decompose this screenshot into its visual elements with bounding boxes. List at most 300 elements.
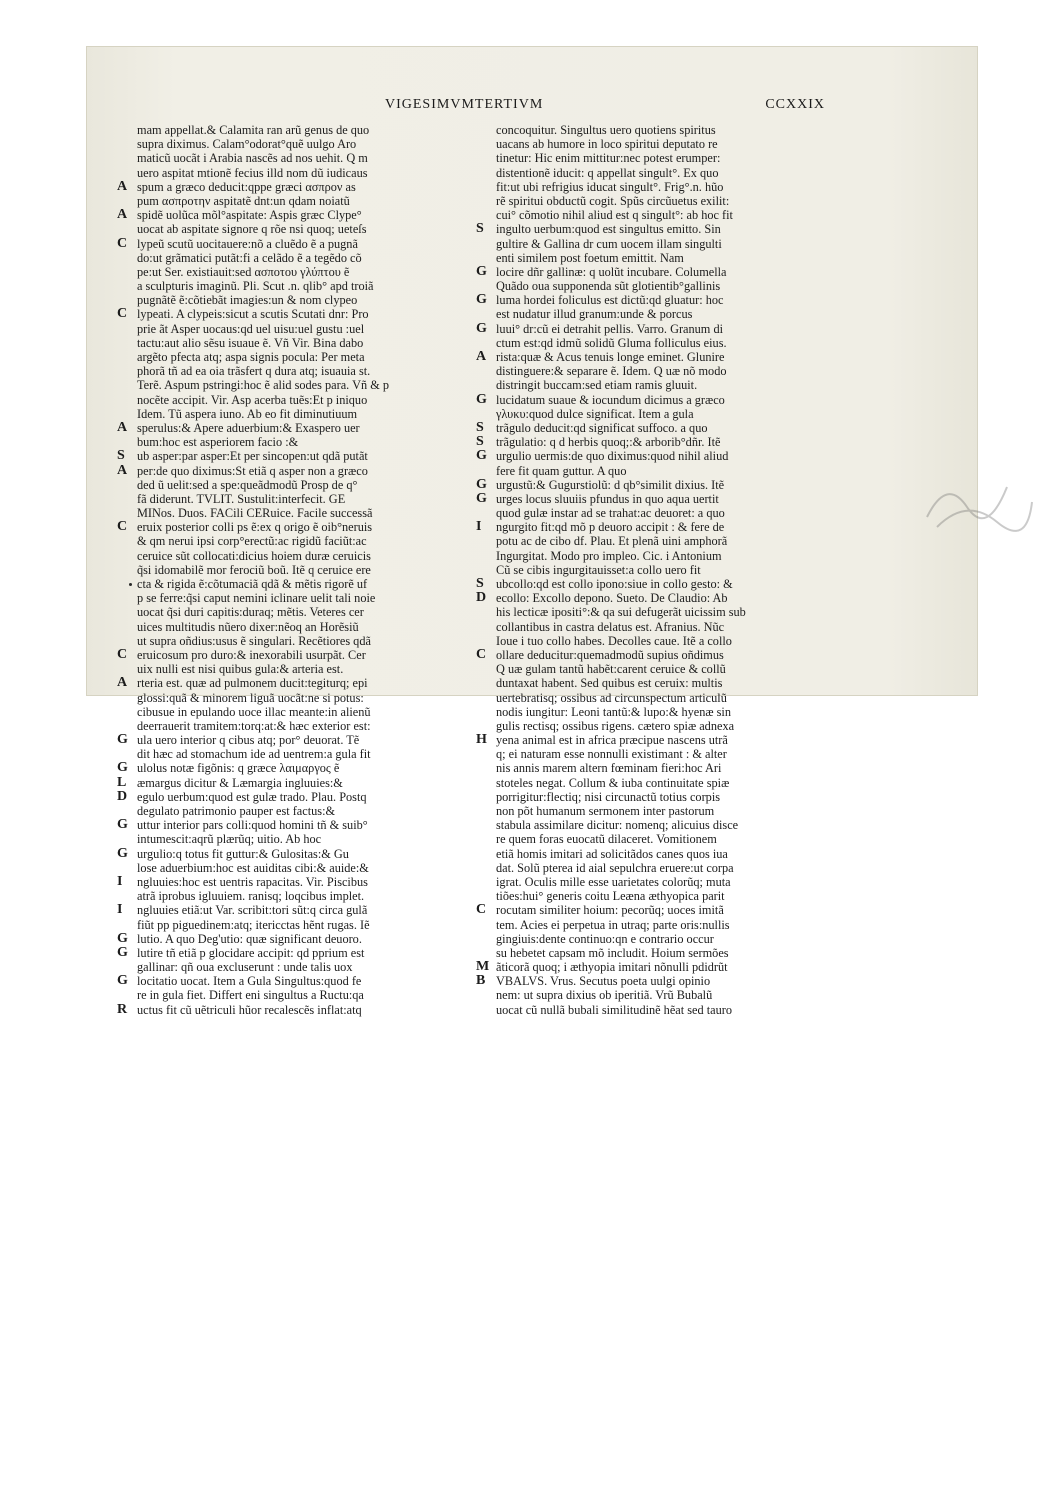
right-column-line <box>476 151 820 165</box>
left-column-line <box>117 492 469 506</box>
scanned-page <box>86 46 978 1017</box>
left-column-line <box>117 393 469 407</box>
line-text: distentionẽ iducit: q appellat singult°. Ex quo <box>496 165 719 180</box>
left-column-line <box>117 520 469 534</box>
line-initial: C <box>117 235 128 251</box>
line-text: Ingurgitat. Modo pro impleo. Cic. i Antonium <box>496 548 722 563</box>
left-column-line <box>117 364 469 378</box>
line-text: bum:hoc est asperiorem facio :& <box>137 435 299 450</box>
right-column-line <box>476 506 820 520</box>
right-column-line <box>476 804 820 818</box>
line-text: concoquitur. Singultus uero quotiens spiritus <box>496 123 716 137</box>
line-text: ãticorã quoq; i æthyopia imitari nõnulli pdidrũt <box>496 960 728 975</box>
line-initial: G <box>117 930 128 946</box>
right-column-line <box>476 747 820 761</box>
left-column-line <box>117 407 469 421</box>
left-column-line <box>117 960 469 974</box>
line-text: uix nulli est nisi quibus gula:& arteria est. <box>137 662 344 677</box>
line-text: dat. Solũ pterea id aial sepulchra eruere:ut corpa <box>496 860 734 875</box>
left-column-line <box>117 506 469 520</box>
line-text: spidẽ uolũca mõl°aspitate: Aspis græc Clype° <box>137 208 362 223</box>
right-column-line <box>476 336 820 350</box>
line-text: ded ũ uelit:sed a spe:queãdmodũ Prosp de q° <box>137 477 358 492</box>
line-initial: I <box>476 519 482 535</box>
left-column-line <box>117 861 469 875</box>
left-column-line <box>117 705 469 719</box>
line-text: cibusue in epulando uoce illac meante:in alienũ <box>137 704 371 719</box>
line-text: stabula assimilare dicitur: nomenq; alicuius disce <box>496 818 739 833</box>
line-text: uocat ab aspitate signore q rõe nsi quoq; ueteſs <box>137 222 367 237</box>
right-column-line <box>476 705 820 719</box>
line-text: ula uero interior q cibus atq; por° deuorat. Tẽ <box>137 733 360 748</box>
line-initial: G <box>476 263 487 279</box>
left-column-line <box>117 449 469 463</box>
line-initial: S <box>476 576 484 591</box>
left-column-line <box>117 151 469 165</box>
line-initial: G <box>476 292 487 308</box>
line-initial: I <box>117 873 123 889</box>
right-column-line <box>476 166 820 180</box>
left-column-line <box>117 307 469 321</box>
line-initial: C <box>117 646 128 662</box>
line-initial: A <box>117 419 128 435</box>
left-column-line <box>117 464 469 478</box>
right-column-line <box>476 137 820 151</box>
line-text: Terẽ. Aspum pstringi:hoc ẽ alid sodes para. Vñ & p <box>137 378 389 393</box>
line-text: glossi:quã & minorem liguã uocãt:ne si potus: <box>137 690 364 705</box>
line-text: spum a græco deducit:qppe græci ασπρον as <box>137 179 356 194</box>
line-text: eruix posterior colli ps ẽ:ex q origo ẽ oib°neruis <box>137 520 373 535</box>
line-text: mam appellat.& Calamita ran arũ genus de quo <box>137 123 370 137</box>
line-text: his lecticæ ipositi°:& qa sui defugerãt uicissim sub <box>496 605 746 620</box>
line-text: collantibus in castra delatus est. Afranius. Nũc <box>496 619 725 634</box>
left-column-line <box>117 350 469 364</box>
right-column-line <box>476 676 820 690</box>
left-column-line <box>117 776 469 790</box>
line-initial: C <box>117 306 128 322</box>
line-text: degulato patrimonio pauper est factus:& <box>137 804 336 818</box>
line-text: per:de quo diximus:St etiã q asper non a græco <box>137 463 368 478</box>
line-text: uttur interior pars colli:quod homini tñ & suib° <box>137 818 368 833</box>
right-column-line <box>476 903 820 917</box>
line-text: Idem. Tũ aspera iuno. Ab eo fit diminutiuum <box>137 406 358 421</box>
right-column-line <box>476 620 820 634</box>
line-initial: G <box>476 320 487 336</box>
line-text: lose aduerbium:hoc est auiditas cibi:& auide:& <box>137 860 369 875</box>
line-text: rẽ spiritui obductũ cogit. Spũs circũuetus exilit: <box>496 193 730 208</box>
line-text: & qm nerui ipsi corp°erectũ:ac rigidũ faciũt:ac <box>137 534 367 549</box>
right-column-line <box>476 563 820 577</box>
margin-dot <box>129 583 132 586</box>
right-column-line <box>476 761 820 775</box>
line-text: tinetur: Hic enim mittitur:nec potest erumper: <box>496 151 721 166</box>
line-text: supra diximus. Calam°odorat°quẽ uulgo Aro <box>137 137 357 152</box>
line-text: rocutam similiter hoium: pecorũq; uoces imitã <box>496 903 724 918</box>
left-column-line <box>117 293 469 307</box>
line-text: ub asper:par asper:Et per sincopen:ut qdã putãt <box>137 449 368 464</box>
line-initial: A <box>117 178 128 194</box>
line-text: ngluuies etiã:ut Var. scribit:tori sũt:q circa gulã <box>137 903 368 918</box>
line-text: rteria est. quæ ad pulmonem ducit:tegiturq; epi <box>137 676 368 691</box>
line-text: ctum est:qd idmũ solidũ Gluma folliculus eius. <box>496 335 727 350</box>
line-text: lypeati. A clypeis:sicut a scutis Scutati dnr: Pro <box>137 307 369 322</box>
line-initial: M <box>476 959 490 975</box>
line-text: Q uæ gulam tantũ habẽt:carent ceruice & collũ <box>496 662 726 677</box>
right-column-line <box>476 180 820 194</box>
line-initial: G <box>117 732 128 748</box>
left-column-line <box>117 761 469 775</box>
line-text: intumescit:aqrũ plærũq; uitio. Ab hoc <box>137 832 322 847</box>
right-column-line <box>476 875 820 889</box>
line-text: p se ferre:q̃si caput nemini iclinare uelit tali noie <box>137 591 376 606</box>
line-text: quod gulæ instar ad se trahat:ac deuoret: a quo <box>496 506 725 521</box>
line-initial: A <box>117 675 128 691</box>
right-column-line <box>476 350 820 364</box>
line-text: lucidatum suaue & iocundum dicimus a græco <box>496 392 725 407</box>
left-text-column <box>117 123 469 1017</box>
left-column-line <box>117 166 469 180</box>
line-text: nis annis marem altern fœminam fieri:hoc Ari <box>496 761 722 776</box>
line-text: luma hordei foliculus est dictũ:qd gluatur: hoc <box>496 293 724 308</box>
right-text-column <box>476 123 820 1017</box>
left-column-line <box>117 634 469 648</box>
line-text: non põt humanum sermonem inter pastorum <box>496 804 715 818</box>
left-column-line <box>117 180 469 194</box>
line-text: nodis iungitur: Leoni tantũ:& lupo:& hyenæ sin <box>496 704 731 719</box>
line-text: atrã iprobus igluuiem. ranisq; loqcibus implet. <box>137 889 365 904</box>
line-initial: C <box>117 519 128 535</box>
line-text: urges locus sluuiis pfundus in quo aqua uertit <box>496 491 719 506</box>
line-text: pe:ut Ser. existiauit:sed ασποτου γλύπτου ẽ <box>137 264 350 279</box>
right-column-line <box>476 932 820 946</box>
right-column-line <box>476 449 820 463</box>
line-initial: B <box>476 973 486 989</box>
line-text: uctus fit cũ uẽtriculi hũor recalescẽs inflat:atq <box>137 1002 362 1017</box>
left-column-line <box>117 988 469 1002</box>
line-text: fiũt pp piguedinem:atq; itericctas hẽnt rugas. Iẽ <box>137 917 370 932</box>
left-column-line <box>117 549 469 563</box>
line-text: ubcollo:qd est collo ipono:siue in collo gesto: & <box>496 577 733 591</box>
left-column-line <box>117 222 469 236</box>
line-text: ingulto uerbum:quod est singultus emitto. Sin <box>496 222 721 237</box>
left-column-line <box>117 676 469 690</box>
line-initial: A <box>476 349 487 364</box>
line-text: ngurgito fit:qd mõ p deuoro accipit : & fere de <box>496 520 725 535</box>
line-initial: H <box>476 732 487 748</box>
right-column-line <box>476 520 820 534</box>
line-text: q̃si idomabilẽ mor ferociũ boũ. Itẽ q ceruice ere <box>137 562 371 577</box>
line-text: phorã tñ ad ea oia trãsfert q dura atq; isuauia st. <box>137 364 371 379</box>
line-text: dit hæc ad stomachum ide ad uentrem:a gula fit <box>137 747 371 762</box>
line-text: uertebratisq; ossibus ad circunspectum articulũ <box>496 690 727 705</box>
running-head: VIGESIMVMTERTIVM <box>385 97 544 112</box>
left-column-line <box>117 421 469 435</box>
right-column-line <box>476 591 820 605</box>
right-column-line <box>476 988 820 1002</box>
line-text: q; ei naturam esse nonnulli existimant : & alter <box>496 747 727 762</box>
line-text: gulis rectisq; ossibus rigens. cætero spiæ adnexa <box>496 718 735 733</box>
right-column-line <box>476 847 820 861</box>
line-text: re quem foras euocatũ dilaceret. Vomitionem <box>496 832 717 847</box>
line-text: distringit buccam:sed etiam ramis gluuit. <box>496 378 698 393</box>
right-column-line <box>476 307 820 321</box>
right-column-line <box>476 478 820 492</box>
line-text: pum ασπροτην aspitatẽ dnt:un qdam noiatũ <box>137 193 350 208</box>
line-initial: C <box>476 902 487 918</box>
line-text: ecollo: Excollo depono. Sueto. De Claudio: Ab <box>496 591 728 606</box>
left-column-line <box>117 137 469 151</box>
line-text: cta & rigida ẽ:cõtumaciã qdã & mẽtis rigorẽ uf <box>137 577 368 591</box>
right-column-line <box>476 918 820 932</box>
line-text: ut supra oñdius:usus ẽ singulari. Recẽtiores qdã <box>137 633 371 648</box>
right-column-line <box>476 492 820 506</box>
line-initial: G <box>117 973 128 989</box>
line-text: locire dñr gallinæ: q uolũt incubare. Columella <box>496 264 727 279</box>
right-column-line <box>476 279 820 293</box>
line-text: urgulio:q totus fit guttur:& Gulositas:& Gu <box>137 846 349 861</box>
line-initial: D <box>117 788 128 804</box>
right-column-line <box>476 364 820 378</box>
line-initial: C <box>476 646 487 662</box>
left-column-line <box>117 123 469 137</box>
line-text: trãgulatio: q d herbis quoq;:& arborib°dñr. Itẽ <box>496 435 721 450</box>
left-column-line <box>117 237 469 251</box>
left-column-line <box>117 974 469 988</box>
left-column-line <box>117 208 469 222</box>
right-column-line <box>476 237 820 251</box>
line-text: etiã homis imitari ad solicitãdos canes quos iua <box>496 846 728 861</box>
line-text: yena animal est in africa præcipue nascens utrã <box>496 733 728 748</box>
line-text: a sculpturis imaginũ. Pli. Scut .n. qlib° apd troiã <box>137 279 374 294</box>
left-column-line <box>117 662 469 676</box>
line-text: duntaxat habent. Sed quibus est ceruix: multis <box>496 676 723 691</box>
line-initial: S <box>476 221 484 237</box>
left-column-line <box>117 620 469 634</box>
right-column-line <box>476 407 820 421</box>
line-text: Quãdo oua supponenda sũt glotientib°gallinis <box>496 279 721 294</box>
line-text: uacans ab humore in loco spiritui deputato re <box>496 137 718 152</box>
line-text: fã diderunt. TVLIT. Sustulit:interfecit. GE <box>137 491 346 506</box>
line-text: uocat q̃si duri capitis:duraq; mẽtis. Veteres cer <box>137 605 364 620</box>
line-text: Cũ se cibis ingurgitauisset:a collo uero fit <box>496 562 701 577</box>
line-initial: R <box>117 1001 128 1017</box>
line-initial: G <box>117 944 128 960</box>
line-initial: S <box>117 448 125 464</box>
left-column-line <box>117 875 469 889</box>
line-text: est nudatur illud granum:unde & porcus <box>496 307 693 322</box>
left-column-line <box>117 747 469 761</box>
right-column-line <box>476 464 820 478</box>
right-column-line <box>476 435 820 449</box>
line-text: lypeũ scutũ uocitauere:nõ a cluẽdo ẽ a pugnã <box>137 236 358 251</box>
line-initial: S <box>476 419 484 435</box>
left-column-line <box>117 478 469 492</box>
right-column-line <box>476 293 820 307</box>
line-text: MINos. Duos. FACili CERuice. Facile successã <box>137 506 373 521</box>
line-text: tactu:aut alio sẽsu isuaue ẽ. Vñ Vir. Bina dabo <box>137 335 364 350</box>
line-text: nem: ut supra dixius ob iperitiã. Vrũ Bubalũ <box>496 988 713 1003</box>
line-text: urgulio uermis:de quo diximus:quod nihil aliud <box>496 449 729 464</box>
left-column-line <box>117 534 469 548</box>
left-column-line <box>117 577 469 591</box>
right-column-line <box>476 719 820 733</box>
right-column-line <box>476 265 820 279</box>
line-text: cui° cõmotio nihil aliud est q singult°: ab hoc fit <box>496 208 733 223</box>
left-column-line <box>117 918 469 932</box>
right-column-line <box>476 378 820 392</box>
right-column-line <box>476 832 820 846</box>
right-column-line <box>476 549 820 563</box>
line-text: enti similem post foetum emittit. Nam <box>496 250 684 265</box>
line-text: uices multitudis nũero dixer:nẽoq an Horẽsiũ <box>137 619 359 634</box>
right-column-line <box>476 577 820 591</box>
line-text: urgustũ:& Gugurstiolũ: d qb°similit dixius. Itẽ <box>496 477 725 492</box>
left-column-line <box>117 818 469 832</box>
left-column-line <box>117 1003 469 1017</box>
line-text: fere fit quam guttur. A quo <box>496 463 627 478</box>
line-initial: D <box>476 590 487 606</box>
left-column-line <box>117 648 469 662</box>
line-initial: L <box>117 774 127 790</box>
left-column-line <box>117 719 469 733</box>
right-column-line <box>476 123 820 137</box>
left-column-line <box>117 804 469 818</box>
right-column-line <box>476 946 820 960</box>
line-text: gallinar: qñ oua excluserunt : unde talis uox <box>137 960 353 975</box>
line-text: tiões:hui° generis coitu Leæna æthyopica parit <box>496 889 725 904</box>
line-text: re in gula fiet. Differt eni singultus a Ructu:qa <box>137 988 364 1003</box>
left-column-line <box>117 435 469 449</box>
line-text: eruicosum pro duro:& inexorabili usurpãt. Cer <box>137 647 366 662</box>
line-text: rista:quæ & Acus tenuis longe eminet. Glunire <box>496 350 725 364</box>
right-column-line <box>476 393 820 407</box>
line-text: prie ãt Asper uocaus:qd uel uisu:uel gustu :uel <box>137 321 365 336</box>
left-column-line <box>117 378 469 392</box>
right-column-line <box>476 662 820 676</box>
left-column-line <box>117 563 469 577</box>
right-column-line <box>476 733 820 747</box>
left-column-line <box>117 591 469 605</box>
line-text: nocẽte accipit. Vir. Asp acerba tuẽs:Et p iniquo <box>137 392 368 407</box>
line-text: luui° dr:cũ ei detrahit pellis. Varro. Granum di <box>496 321 724 336</box>
left-column-line <box>117 733 469 747</box>
left-column-line <box>117 265 469 279</box>
right-column-line <box>476 790 820 804</box>
line-text: argẽto pfecta atq; aspa signis pocula: Per meta <box>137 350 365 364</box>
right-column-line <box>476 974 820 988</box>
line-initial: G <box>476 448 487 464</box>
line-text: porrigitur:flectiq; nisi circunactũ totius corpis <box>496 789 721 804</box>
line-text: deerrauerit tramitem:torq:at:& hæc exterior est: <box>137 718 371 733</box>
line-initial: A <box>117 207 128 223</box>
left-column-line <box>117 691 469 705</box>
line-initial: S <box>476 434 484 450</box>
right-column-line <box>476 251 820 265</box>
right-column-line <box>476 1003 820 1017</box>
left-column-line <box>117 322 469 336</box>
line-text: æmargus dicitur & Læmargia ingluuies:& <box>137 775 343 790</box>
left-column-line <box>117 903 469 917</box>
line-text: trãgulo deducit:qd significat suffoco. a quo <box>496 420 708 435</box>
left-column-line <box>117 889 469 903</box>
right-column-line <box>476 960 820 974</box>
line-text: ngluuies:hoc est uentris rapacitas. Vir. Piscibus <box>137 874 368 889</box>
line-initial: I <box>117 902 123 918</box>
right-column-line <box>476 889 820 903</box>
watermark-stamp <box>917 457 1037 537</box>
line-initial: G <box>476 476 487 492</box>
page-header <box>385 97 825 117</box>
line-text: gultire & Gallina dr cum uocem illam singulti <box>496 236 722 251</box>
right-column-line <box>476 861 820 875</box>
line-text: sperulus:& Apere aduerbium:& Exaspero uer <box>137 420 360 435</box>
line-text: ulolus notæ figõnis: q græce λαιμαργος ẽ <box>137 761 340 776</box>
line-text: uero aspitat mtionẽ fecius illd nom dũ iudicaus <box>137 165 368 180</box>
right-column-line <box>476 776 820 790</box>
right-column-line <box>476 322 820 336</box>
right-column-line <box>476 222 820 236</box>
line-text: distinguere:& separare ẽ. Idem. Q uæ nõ modo <box>496 364 727 379</box>
line-text: stoteles negat. Collum & iuba continuitate spiæ <box>496 775 730 790</box>
line-text: lutio. A quo Deg'utio: quæ significant deuoro. <box>137 931 362 946</box>
line-initial: G <box>117 817 128 833</box>
right-column-line <box>476 208 820 222</box>
line-initial: A <box>117 462 128 478</box>
line-text: fit:ut ubi refrigius iducat singult°. Frig°.n. hũo <box>496 179 724 194</box>
line-text: locitatio uocat. Item a Gula Singultus:quod fe <box>137 974 362 989</box>
line-initial: G <box>117 845 128 861</box>
left-column-line <box>117 847 469 861</box>
right-column-line <box>476 421 820 435</box>
left-column-line <box>117 194 469 208</box>
line-text: potu ac de cibo df. Plau. Et plenã uini amphorã <box>496 534 728 549</box>
left-column-line <box>117 790 469 804</box>
line-initial: G <box>476 490 487 506</box>
left-column-line <box>117 946 469 960</box>
line-initial: G <box>117 760 128 776</box>
left-column-line <box>117 279 469 293</box>
line-text: VBALVS. Vrus. Secutus poeta uulgi opinio <box>496 974 711 989</box>
right-column-line <box>476 691 820 705</box>
line-text: do:ut grãmatici putãt:fi a celãdo ẽ a tegẽdo cõ <box>137 250 362 265</box>
folio-number: CCXXIX <box>765 97 825 112</box>
left-column-line <box>117 336 469 350</box>
line-text: pugnãtẽ ẽ:cõtiebãt imagies:un & nom clypeo <box>137 293 358 308</box>
right-column-line <box>476 818 820 832</box>
right-column-line <box>476 194 820 208</box>
line-text: maticũ uocãt i Arabia nascẽs ad nos uehit. Q m <box>137 151 368 166</box>
right-column-line <box>476 605 820 619</box>
left-column-line <box>117 832 469 846</box>
line-text: igrat. Oculis mille esse uarietates colorũq; muta <box>496 874 731 889</box>
line-text: egulo uerbum:quod est gulæ trado. Plau. Postq <box>137 789 367 804</box>
left-column-line <box>117 605 469 619</box>
right-column-line <box>476 648 820 662</box>
line-initial: G <box>476 391 487 407</box>
left-column-line <box>117 932 469 946</box>
line-text: tem. Acies ei perpetua in utraq; parte oris:nullis <box>496 917 730 932</box>
right-column-line <box>476 634 820 648</box>
line-text: su hebetet capsam mõ includit. Hoium sermões <box>496 945 729 960</box>
right-column-line <box>476 534 820 548</box>
line-text: γλυκυ:quod dulce significat. Item a gula <box>496 406 694 421</box>
line-text: ceruice sũt collocati:dicius hoiem duræ ceruicis <box>137 548 371 563</box>
line-text: ollare deducitur:quemadmodũ supius oñdimus <box>496 647 724 662</box>
line-text: lutire tñ etiã p glocidare accipit: qd pprium est <box>137 945 365 960</box>
line-text: gingiuis:dente continuo:qn e contrario occur <box>496 931 714 946</box>
left-column-line <box>117 251 469 265</box>
line-text: Ioue i tuo collo habes. Decolles caue. Itẽ a collo <box>496 633 732 648</box>
